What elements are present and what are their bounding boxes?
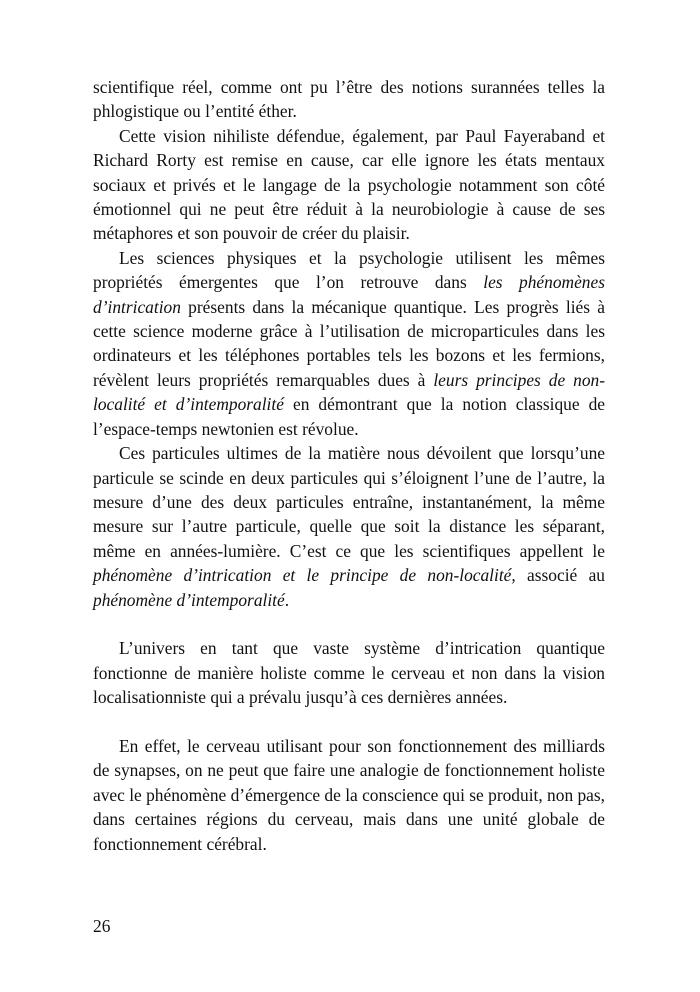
paragraph bbox=[93, 75, 605, 124]
italic-text-segment: phénomène d’intrication et le principe de non-localité, bbox=[93, 565, 516, 586]
text-segment: présents dans la mécanique quantique. Les progrès liés à cette science moderne grâce à l’utilisation de microparticules dans les ordinateurs et les téléphones portables tels les bozons et les fermions, révèlent leurs propriétés remarquables dues à bbox=[93, 296, 605, 390]
paragraph bbox=[93, 636, 605, 709]
paragraph bbox=[93, 441, 605, 612]
italic-text-segment: phénomène d’intemporalité bbox=[93, 589, 285, 610]
italic-text-segment: les phénomènes d’intrication bbox=[93, 272, 605, 317]
text-segment: En effet, le cerveau utilisant pour son fonctionnement des milliards de synapses, on ne peut que faire une analogie de fonctionnement holiste avec le phénomène d’émergence de la conscience qui se produit, non pas, dans certaines régions du cerveau, mais dans une unité globale de fonctionnement cérébral. bbox=[93, 735, 606, 854]
text-segment: en démontrant que la notion classique de l’espace-temps newtonien est révolue. bbox=[93, 394, 605, 439]
text-segment: associé au bbox=[515, 565, 605, 586]
text-segment: L’univers en tant que vaste système d’intrication quantique fonctionne de manière holiste comme le cerveau et non dans la vision localisationniste qui a prévalu jusqu’à ces dernières années. bbox=[93, 638, 605, 708]
text-segment: scientifique réel, comme ont pu l’être des notions surannées telles la phlogistique ou l’entité éther. bbox=[93, 77, 605, 122]
text-segment: . bbox=[284, 589, 290, 610]
text-segment: Cette vision nihiliste défendue, également, par Paul Fayeraband et Richard Rorty est remise en cause, car elle ignore les états mentaux sociaux et privés et le langage de la psychologie notamment son côté émotionnel qui ne peut être réduit à la neurobiologie à cause de ses métaphores et son pouvoir de créer du plaisir. bbox=[93, 125, 605, 244]
text-segment: Les sciences physiques et la psychologie utilisent les mêmes propriétés émergentes que l’on retrouve dans bbox=[93, 247, 605, 293]
paragraph bbox=[93, 246, 605, 441]
text-segment: Ces particules ultimes de la matière nous dévoilent que lorsqu’une particule se scinde en deux particules qui s’éloignent l’une de l’autre, la mesure d’une des deux particules entraîne, instantanément, la même mesure sur l’autre particule, quelle que soit la distance les séparant, même en années-lumière. C’est ce que les scientifiques appellent le bbox=[93, 443, 605, 561]
paragraph bbox=[93, 734, 605, 856]
body-text bbox=[93, 75, 605, 856]
paragraph bbox=[93, 124, 605, 246]
italic-text-segment: leurs principes de non-localité et d’intemporalité bbox=[93, 369, 605, 415]
page-number: 26 bbox=[93, 916, 111, 936]
